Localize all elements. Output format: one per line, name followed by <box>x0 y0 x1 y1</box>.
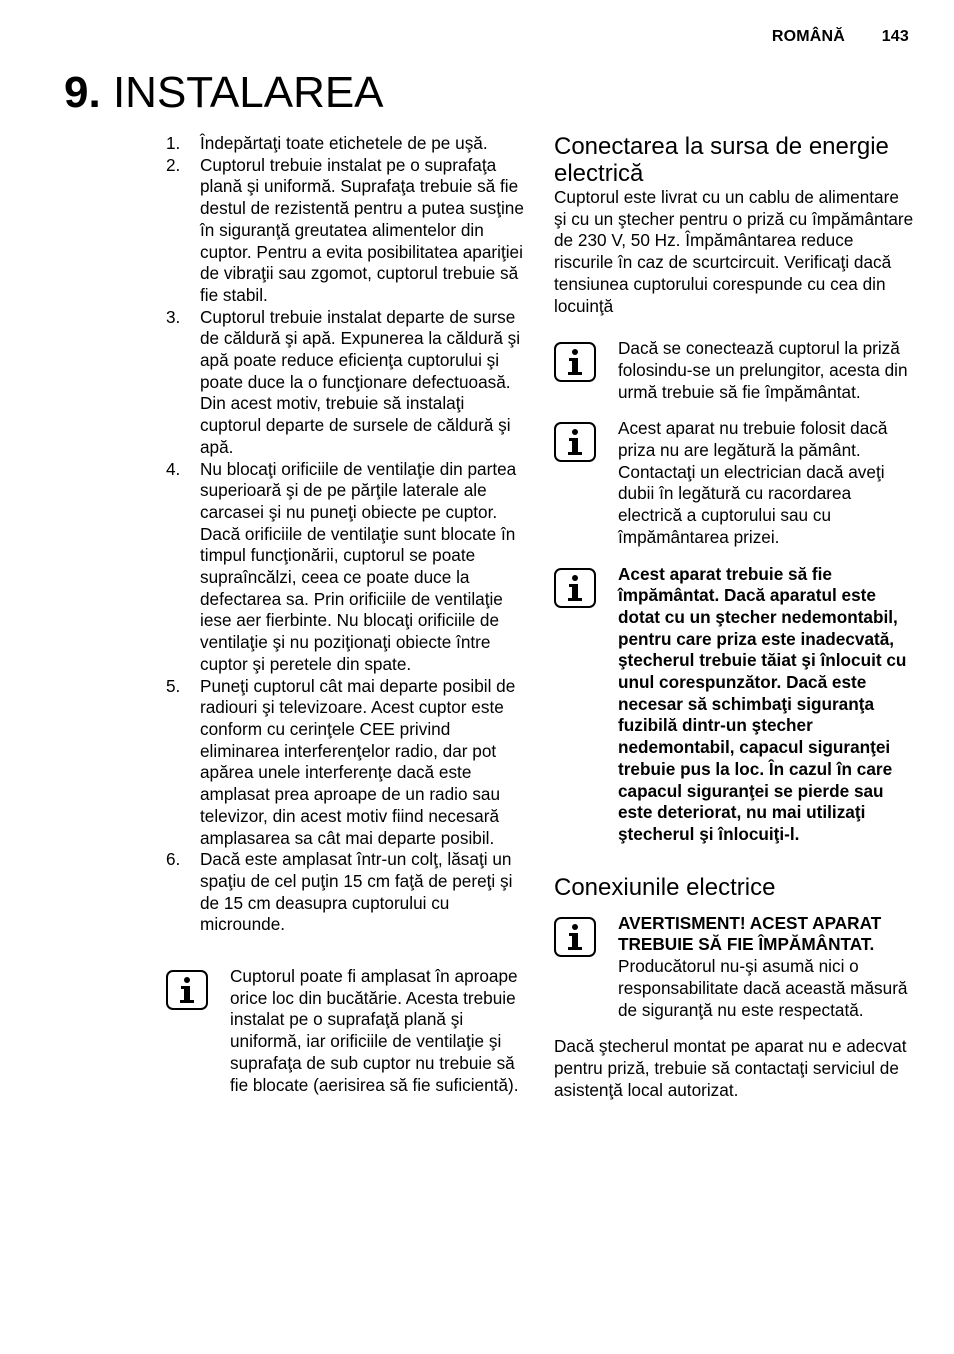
note-text: Acest aparat nu trebuie folosit dacă priza nu are legătură la pământ. <box>618 418 888 461</box>
info-icon <box>554 342 596 382</box>
info-note-grounding-warning <box>554 564 914 846</box>
info-note-extension <box>554 338 914 403</box>
step-text: Cuptorul trebuie instalat pe o suprafaţa plană şi uniformă. Suprafaţa trebuie să fie destul de rezistentă pentru a putea susţine în siguranţă greutatea alimentelor din cuptor. Pentru a evita posibilitatea apariţiei de vibraţii sau zgomot, cuptorul trebuie să fie stabil. <box>200 154 524 305</box>
header-language: ROMÂNĂ <box>771 28 846 45</box>
list-item <box>166 459 526 676</box>
step-number: 2. <box>166 154 181 175</box>
step-number: 6. <box>166 849 181 870</box>
note-text: Cuptorul poate fi amplasat în aproape orice loc din bucătărie. Acesta trebuie instalat pe o suprafaţă plană şi uniformă, iar orificiile de ventilaţie şi suprafaţa de sub cuptor nu trebuie să fie blocate (aerisirea să fie suficientă). <box>230 966 519 1095</box>
note-text: Producătorul nu-şi asumă nici o responsabilitate dacă această măsură de siguranţă nu este respectată. <box>618 956 908 1020</box>
page-header <box>772 28 909 46</box>
info-icon <box>554 422 596 462</box>
section-number: 9. <box>64 68 101 117</box>
list-item <box>166 133 526 155</box>
page-number: 143 <box>881 28 909 45</box>
info-icon <box>166 970 208 1010</box>
info-icon <box>554 568 596 608</box>
list-item <box>166 676 526 850</box>
step-number: 1. <box>166 133 181 153</box>
list-item <box>166 307 526 459</box>
info-note-placement <box>166 966 526 1096</box>
info-note-ground <box>554 418 914 548</box>
step-text: Îndepărtaţi toate etichetele de pe uşă. <box>200 133 488 153</box>
note-text: Acest aparat trebuie să fie împământat. Dacă aparatul este dotat cu un ştecher nedemontabil, pentru care priza este inadecvată, ştecherul trebuie tăiat şi înlocuit cu unul corespunzător. Dacă este necesar să schimbaţi siguranţa fuzibilă dintr-un ştecher nedemontabil, capacul siguranţei trebuie pus la loc. În cazul în care capacul siguranţei se pierde sau este deteriorat, nu mai utilizaţi ştecherul şi înlocuiţi-l. <box>618 563 907 844</box>
left-column <box>166 133 526 1096</box>
step-number: 4. <box>166 458 181 479</box>
step-text: Cuptorul trebuie instalat departe de surse de căldură şi apă. Expunerea la căldură şi apă poate reduce eficienţa cuptorului şi poate duce la o funcţionare defectuoasă. Din acest motiv, trebuie să instalaţi cuptorul departe de sursele de căldură şi apă. <box>200 306 521 457</box>
section-title-text: INSTALAREA <box>112 68 384 117</box>
info-note-warning <box>554 913 914 1022</box>
power-intro: Cuptorul este livrat cu un cablu de alimentare şi cu un ştecher pentru o priză cu împământare de 230 V, 50 Hz. Împământarea reduce riscurile în caz de scurtcircuit. Verificaţi dacă tensiunea cuptorului corespunde cu cea din locuinţă <box>554 187 914 316</box>
note-text: Dacă se conectează cuptorul la priză folosindu-se un prelungitor, acesta din urmă trebuie să fie împământat. <box>618 338 908 402</box>
electrical-heading: Conexiunile electrice <box>554 873 776 901</box>
power-heading: Conectarea la sursa de energie electrică <box>554 133 889 187</box>
info-icon <box>554 917 596 957</box>
right-column <box>554 133 914 1101</box>
step-text: Puneţi cuptorul cât mai departe posibil de radiouri şi televizoare. Acest cuptor este conform cu cerinţele CEE privind eliminarea interferenţelor radio, dar pot apărea unele interferenţe dacă este amplasat prea aproape de un radio sau televizor, din acest motiv fiind necesară amplasarea sa cât mai departe posibil. <box>200 675 516 848</box>
note-text: Contactaţi un electrician dacă aveţi dubii în legătură cu racordarea electrică a cuptorului sau cu împământarea prizei. <box>618 461 885 547</box>
step-number: 3. <box>166 306 181 327</box>
step-text: Dacă este amplasat într-un colţ, lăsaţi un spaţiu de cel puţin 15 cm faţă de pereţi şi de 15 cm deasupra cuptorului cu microunde. <box>200 849 513 935</box>
warning-text: AVERTISMENT! ACEST APARAT TREBUIE SĂ FIE ÎMPĂMÂNTAT. <box>618 912 882 955</box>
list-item <box>166 155 526 307</box>
step-text: Nu blocaţi orificiile de ventilaţie din partea superioară şi de pe părţile laterale ale carcasei şi nu puneţi obiecte pe cuptor. Dacă orificiile de ventilaţie sunt blocate în timpul funcţionării, cuptorul se poate supraîncălzi, ceea ce poate duce la defectarea sa. Prin orificiile de ventilaţie iese aer fierbinte. Nu blocaţi orificiile de ventilaţie şi nu poziţionaţi obiecte între cuptor şi peretele din spate. <box>200 458 517 674</box>
step-number: 5. <box>166 675 181 696</box>
installation-steps <box>166 133 526 936</box>
list-item <box>166 849 526 936</box>
closing-text: Dacă ştecherul montat pe aparat nu e adecvat pentru priză, trebuie să contactaţi serviciul de asistenţă local autorizat. <box>554 1036 907 1100</box>
section-title <box>64 66 384 120</box>
